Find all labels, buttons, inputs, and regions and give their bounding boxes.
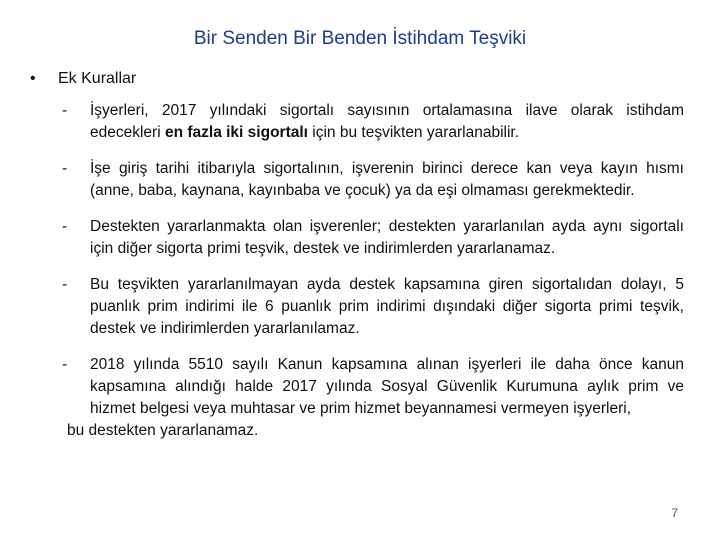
item-text-part: için bu teşvikten yararlanabilir. bbox=[307, 124, 520, 141]
dash-icon: - bbox=[62, 218, 68, 235]
list-item bbox=[62, 354, 684, 420]
list-item-text: İşe giriş tarihi itibarıyla sigortalının, işverenin birinci derece kan veya kayın hısmı (anne, baba, kaynana, kayınbaba ve çocuk) ya da eşi olmaması gerekmektedir. bbox=[90, 160, 684, 199]
page-number: 7 bbox=[671, 506, 678, 520]
list-item-tail: bu destekten yararlanamaz. bbox=[67, 422, 259, 439]
list-item bbox=[62, 216, 684, 260]
bullet-icon: • bbox=[30, 70, 36, 87]
list-item bbox=[62, 100, 684, 144]
item-text-part: İşyerleri, 2017 yılındaki sigortalı sayısının ortalamasına ilave olarak istihdam edecekleri bbox=[90, 102, 684, 141]
list-item bbox=[62, 274, 684, 340]
section-heading-text: Ek Kurallar bbox=[58, 70, 137, 87]
list-item bbox=[62, 158, 684, 202]
item-bold-text: en fazla iki sigortalı bbox=[164, 124, 308, 141]
section-heading bbox=[30, 70, 136, 88]
list-item-text bbox=[90, 100, 684, 144]
rules-list bbox=[62, 100, 684, 442]
dash-icon: - bbox=[62, 160, 68, 177]
dash-icon: - bbox=[62, 356, 68, 373]
list-item-text: 2018 yılında 5510 sayılı Kanun kapsamına alınan işyerleri ile daha önce kanun kapsamına alındığı halde 2017 yılında Sosyal Güvenlik Kurumuna aylık prim ve hizmet belgesi veya muhtasar ve prim hizmet beyannamesi vermeyen işyerleri, bbox=[90, 356, 684, 417]
slide-title: Bir Senden Bir Benden İstihdam Teşviki bbox=[193, 28, 527, 49]
dash-icon: - bbox=[62, 102, 68, 119]
dash-icon: - bbox=[62, 276, 68, 293]
list-item-text: Bu teşvikten yararlanılmayan ayda destek kapsamına giren sigortalıdan dolayı, 5 puanlık prim indirimi ile 6 puanlık prim indirimi dışındaki diğer sigorta primi teşvik, destek ve indirimlerden yararlanılamaz. bbox=[90, 276, 684, 337]
list-item-text: Destekten yararlanmakta olan işverenler; destekten yararlanılan ayda aynı sigortalı için diğer sigorta primi teşvik, destek ve indirimlerden yararlanamaz. bbox=[90, 218, 684, 257]
